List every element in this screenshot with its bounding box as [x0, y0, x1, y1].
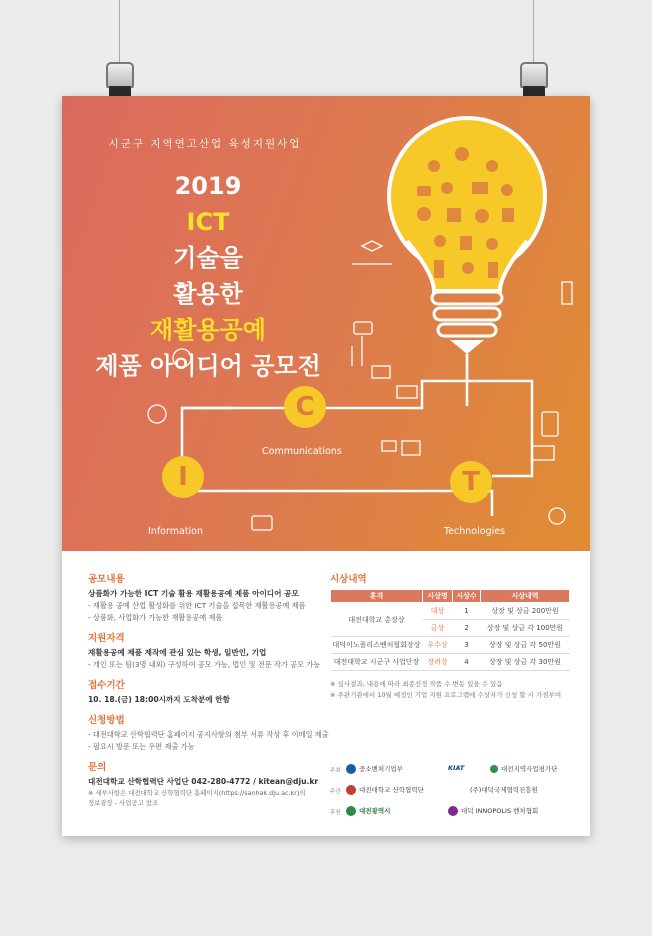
logo-mark-icon	[346, 785, 356, 795]
sponsor-row-label: 주최	[330, 768, 341, 774]
poster-details	[62, 551, 590, 836]
table-cell: 대전대학교 시군구 사업단장	[331, 654, 423, 671]
info-line: 정보광장 - 사업공고 참조	[88, 799, 159, 807]
binder-clip-right	[514, 0, 554, 110]
column-header: 시상명	[423, 590, 453, 603]
poster	[62, 96, 590, 836]
table-cell: 상장 및 상금 200만원	[481, 603, 570, 620]
sponsor-row-host	[330, 761, 570, 779]
ict-letter-i: I	[162, 456, 204, 498]
table-cell: 상장 및 상금 각 50만원	[481, 637, 570, 654]
info-column	[88, 571, 333, 808]
sponsor-name: 대덕 INNOPOLIS 벤처협회	[461, 807, 539, 815]
sponsor-name: 대전광역시	[359, 807, 391, 815]
ict-label-technologies: Technologies	[444, 526, 506, 537]
table-cell: 금상	[423, 620, 453, 637]
table-row	[331, 603, 570, 620]
title-part: 활용한	[173, 280, 243, 308]
binder-clip-left	[100, 0, 140, 110]
table-cell: 대상	[423, 603, 453, 620]
circuit-illustration	[62, 96, 590, 551]
awards-table	[330, 589, 570, 671]
poster-subtitle: 시군구 지역연고산업 육성지원사업	[108, 138, 302, 150]
contact-line: 대전대학교 산학협력단 사업단 042-280-4772 / kitean@dju.kr	[88, 777, 319, 786]
ict-label-communications: Communications	[262, 446, 342, 457]
logo-mark-icon	[448, 806, 458, 816]
ict-label-information: Information	[148, 526, 203, 537]
table-cell: 상장 및 상금 각 100만원	[481, 620, 570, 637]
title-highlight: ICT	[186, 208, 230, 236]
sponsor-name: 대전지역사업평가단	[501, 765, 558, 773]
table-row	[331, 637, 570, 654]
logo-mark-icon	[490, 765, 498, 773]
sponsor-logo	[448, 806, 538, 816]
title-highlight: 재활용공예	[150, 316, 266, 344]
logo-mark-icon	[346, 764, 356, 774]
table-cell: 1	[453, 603, 481, 620]
sponsor-logo: KIAT	[448, 764, 465, 772]
sponsor-name: 중소벤처기업부	[359, 765, 403, 773]
table-cell: 대전대학교 총장상	[331, 603, 423, 637]
title-part: 제품 아이디어 공모전	[95, 352, 321, 380]
table-cell: 상장 및 상금 각 30만원	[481, 654, 570, 671]
sponsor-row-organizer	[330, 782, 570, 800]
info-line: 상품화가 가능한 ICT 기술 활용 재활용공예 제품 아이디어 공모	[88, 589, 299, 598]
table-cell: 3	[453, 637, 481, 654]
sponsor-logos	[330, 761, 570, 824]
note-line: ※ 주관기관에서 10월 예정인 기업 지원 프로그램에 수상자가 신청 할 시 가점부여	[330, 691, 562, 699]
section-title: 접수기간	[88, 680, 125, 691]
section-title: 시상내역	[330, 574, 367, 585]
logo-mark-icon	[346, 806, 356, 816]
table-cell: 우수상	[423, 637, 453, 654]
sponsor-row-support	[330, 803, 570, 821]
sponsor-logo	[346, 764, 403, 774]
note-line: ※ 심사결과, 내용에 따라 최종선정 작품 수 변동 있을 수 있음	[330, 680, 503, 688]
info-line: 재활용공예 제품 제작에 관심 있는 학생, 일반인, 기업	[88, 648, 267, 657]
info-line: - 대전대학교 산학협력단 홈페이지 공지사항의 첨부 서류 작성 후 이메일 제출	[88, 730, 329, 739]
lightbulb-icon	[389, 118, 545, 354]
info-line: - 개인 또는 팀(3명 내외) 구성하여 공모 가능, 법인 및 전문 작가 공모 가능	[88, 660, 321, 669]
column-header: 시상내역	[481, 590, 570, 603]
ict-letter-t: T	[450, 461, 492, 503]
sponsor-row-label: 후원	[330, 810, 341, 816]
section-title: 신청방법	[88, 715, 125, 726]
info-line: 10. 18.(금) 18:00시까지 도착분에 한함	[88, 695, 230, 704]
section-title: 지원자격	[88, 633, 125, 644]
column-header: 훈격	[331, 590, 423, 603]
section-title: 공모내용	[88, 574, 125, 585]
awards-column	[330, 571, 570, 816]
info-line: - 재활용 공예 산업 활성화를 위한 ICT 기술을 접목한 재활용공예 제품	[88, 601, 306, 610]
table-cell: 대덕이노폴리스벤처협회장상	[331, 637, 423, 654]
table-row	[331, 654, 570, 671]
info-line: - 상품화, 사업화가 가능한 재활용공예 제품	[88, 613, 223, 622]
sponsor-row-label: 주관	[330, 789, 341, 795]
section-title: 문의	[88, 762, 107, 773]
poster-hero	[62, 96, 590, 551]
awards-notes	[330, 679, 570, 701]
table-cell: 장려상	[423, 654, 453, 671]
sponsor-logo	[490, 764, 558, 773]
ict-letter-c: C	[284, 386, 326, 428]
table-cell: 2	[453, 620, 481, 637]
sponsor-name: 대전대학교 산학협력단	[359, 786, 424, 794]
info-line: ※ 세부사항은 대전대학교 산학협력단 홈페이지(https://sanhak.dju.ac.kr)의	[88, 789, 306, 797]
title-part: 기술을	[173, 244, 243, 272]
sponsor-logo	[346, 785, 424, 795]
column-header: 시상수	[453, 590, 481, 603]
sponsor-logo: (주)대덕국제협력진흥원	[470, 786, 538, 794]
sponsor-logo	[346, 806, 390, 816]
info-line: - 필요시 방문 또는 우편 제출 가능	[88, 742, 195, 751]
table-cell: 4	[453, 654, 481, 671]
table-header-row	[331, 590, 570, 603]
title-part: 2019	[174, 172, 242, 200]
